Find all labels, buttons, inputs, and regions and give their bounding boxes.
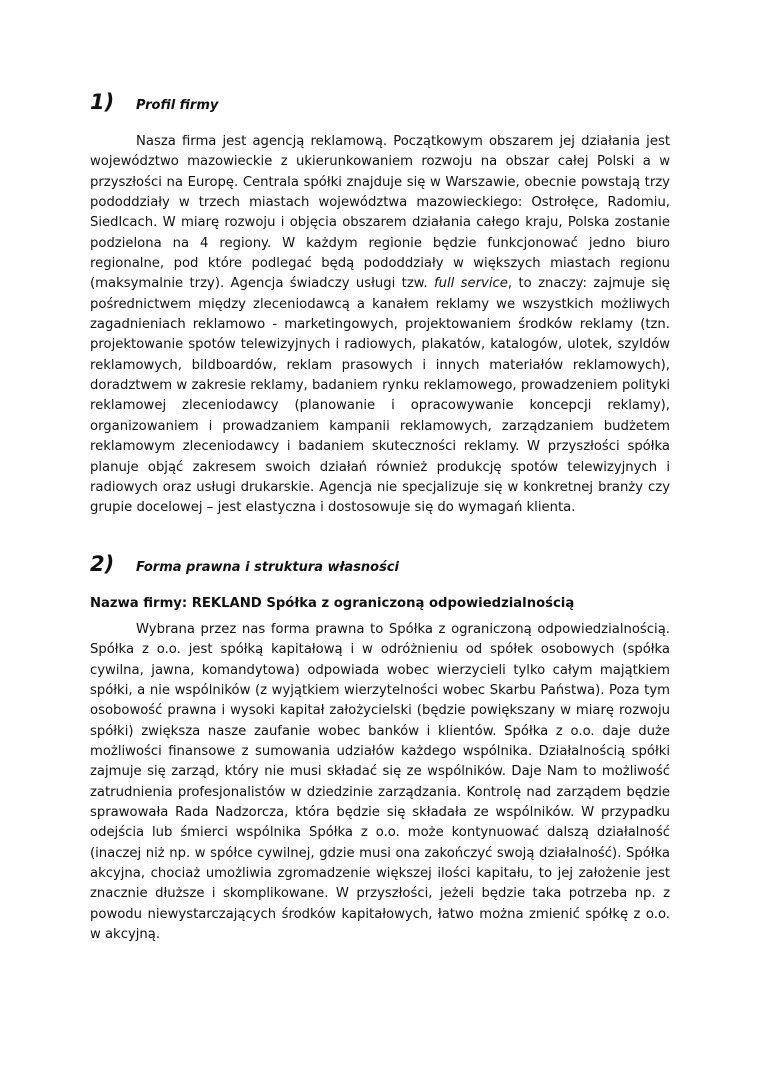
section-1-number: 1) [90, 90, 115, 114]
section-1-title: Profil firmy [136, 98, 219, 113]
section-2-title: Forma prawna i struktura własności [136, 560, 400, 575]
section-1-text-a: Nasza firma jest agencją reklamową. Początkowym obszarem jej działania jest województwo mazowieckie z ukierunkowaniem rozwoju na obszar całej Polski a w przyszłości na Europę. Centrala spółki znajduje się w Warszawie, obecnie powstają trzy pododdziały w trzech miastach województwa mazowieckiego: Ostrołęce, Radomiu, Siedlcach. W miarę rozwoju i objęcia obszarem działania całego kraju, Polska zostanie podzielona na 4 regiony. W każdym regionie będzie funkcjonować jedno biuro regionalne, pod które podlegać będą pododdziały w większych miastach regionu (maksymalnie trzy). Agencja świadczy usługi tzw. [90, 134, 670, 292]
section-1-paragraph [90, 132, 670, 519]
section-1-text-italic: full service [433, 276, 508, 292]
company-name: Nazwa firmy: REKLAND Spółka z ograniczoną odpowiedzialnością [90, 596, 575, 611]
section-1-heading [90, 90, 218, 114]
section-2-paragraph: Wybrana przez nas forma prawna to Spółka z ograniczoną odpowiedzialnością. Spółka z o.o. jest spółką kapitałową i w odróżnieniu od spółek osobowych (spółka cywilna, jawna, komandytowa) odpowiada wobec wierzycieli tylko całym majątkiem spółki, a nie wspólników (z wyjątkiem wierzytelności wobec Skarbu Państwa). Poza tym osobowość prawna i wysoki kapitał założycielski (będzie powiększany w miarę rozwoju spółki) zwiększa nasze zaufanie wobec banków i klientów. Spółka z o.o. daje duże możliwości finansowe z sumowania udziałów każdego wspólnika. Działalnością spółki zajmuje się zarząd, który nie musi składać się ze wspólników. Daje Nam to możliwość zatrudnienia profesjonalistów w dziedzinie zarządzania. Kontrolę nad zarządem będzie sprawowała Rada Nadzorcza, która będzie się składała ze wspólników. W przypadku odejścia lub śmierci wspólnika Spółka z o.o. może kontynuować dalszą działalność (inaczej niż np. w spółce cywilnej, gdzie musi ona zakończyć swoją działalność). Spółka akcyjna, chociaż umożliwia zgromadzenie większej ilości kapitału, to jej założenie jest znacznie dłuższe i skomplikowane. W przyszłości, jeżeli będzie taka potrzeba np. z powodu niewystarczających środków kapitałowych, łatwo można zmienić spółkę z o.o. w akcyjną. [90, 622, 670, 943]
section-2-heading [90, 552, 399, 576]
section-2-number: 2) [90, 552, 115, 576]
section-1-text-b: , to znaczy: zajmuje się pośrednictwem między zleceniodawcą a kanałem reklamy we wszystkich możliwych zagadnieniach reklamowo - marketingowych, projektowaniem środków reklamy (tzn. projektowanie spotów telewizyjnych i radiowych, plakatów, katalogów, ulotek, szyldów reklamowych, bildboardów, reklam prasowych i innych materiałów reklamowych), doradztwem w zakresie reklamy, badaniem rynku reklamowego, prowadzeniem polityki reklamowej zleceniodawcy (planowanie i opracowywanie koncepcji reklamy), organizowaniem i prowadzaniem kampanii reklamowych, zarządzaniem budżetem reklamowym zleceniodawcy i badaniem skuteczności reklamy. W przyszłości spółka planuje objąć zakresem swoich działań również produkcję spotów telewizyjnych i radiowych oraz usługi drukarskie. Agencja nie specjalizuje się w konkretnej branży czy grupie docelowej – jest elastyczna i dostosowuje się do wymagań klienta. [90, 276, 671, 516]
